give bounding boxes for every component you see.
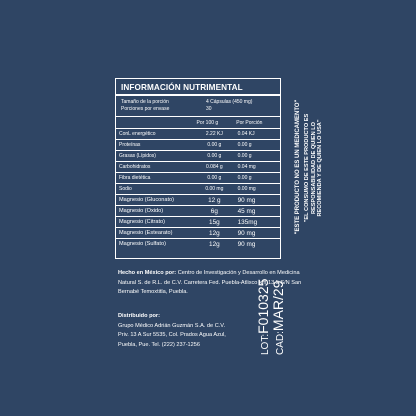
nutrition-row <box>116 173 280 184</box>
nutrient-name: Magnesio (Oxido) <box>119 208 164 214</box>
responsibility-line-1: "EL CONSUMO DE ESTE PRODUCTO ES <box>304 113 310 223</box>
servings-label: Porciones por envase <box>121 106 170 112</box>
value-per-portion: 0.04 mg <box>237 164 256 170</box>
value-per-100g: 12g <box>209 240 220 248</box>
nutrition-row <box>116 217 280 228</box>
column-headers <box>116 117 280 129</box>
value-per-portion: 0.00 g <box>237 153 252 159</box>
value-per-portion: 135mg <box>237 218 258 226</box>
value-per-100g: 12g <box>209 229 220 237</box>
nutrition-row <box>116 206 280 217</box>
nutrition-row <box>116 239 280 249</box>
lot-number <box>255 279 271 355</box>
made-in-label: Hecho en México por: <box>118 270 177 276</box>
nutrient-name: Proteínas <box>119 142 141 148</box>
responsibility-notice <box>304 68 324 268</box>
distributed-label: Distribuido por: <box>118 313 160 319</box>
made-in-text: Centro de Investigación y Desarrollo en Medicina Natural S. de R.L. de C.V. Carretera Fed. Puebla-Atlixco km 13.5 S/N San Bernabé Temoxtitla, Puebla. <box>118 270 302 295</box>
value-per-portion: 0.00 g <box>237 142 252 148</box>
value-per-portion: 90 mg <box>237 229 256 237</box>
nutrition-rows <box>116 129 280 249</box>
value-per-100g: 0.00 mg <box>205 186 224 192</box>
panel-title: INFORMACIÓN NUTRIMENTAL <box>116 79 280 96</box>
value-per-100g: 0.00 g <box>207 175 222 181</box>
lot-label: LOT: <box>260 333 271 355</box>
nutrient-name: Sodio <box>119 186 132 192</box>
not-medicine-warning: "ESTE PRODUCTO NO ES UN MEDICAMENTO" <box>295 99 301 235</box>
serving-info <box>116 96 280 117</box>
distributor-line-2: Priv. 13 A Sur 5535, Col. Prados Agua Azul, <box>118 332 226 338</box>
nutrition-row <box>116 228 280 239</box>
distributor-line-1: Grupo Médico Adrián Guzmán S.A. de C.V. <box>118 322 226 329</box>
col-per-portion: Por Porción <box>236 119 263 126</box>
value-per-portion: 0.00 mg <box>237 186 256 192</box>
value-per-100g: 2.22 KJ <box>205 131 223 137</box>
value-per-portion: 90 mg <box>237 240 256 248</box>
col-per-100g: Por 100 g <box>196 119 219 126</box>
nutrition-row <box>116 162 280 173</box>
nutrient-name: Magnesio (Estearato) <box>119 230 173 236</box>
value-per-100g: 6g <box>210 207 218 215</box>
expiry-date <box>270 281 286 355</box>
value-per-100g: 15g <box>209 218 220 226</box>
nutrition-row <box>116 151 280 162</box>
value-per-portion: 45 mg <box>237 207 256 215</box>
nutrient-name: Magnesio (Citrato) <box>119 219 166 225</box>
lot-value: F010325 <box>255 278 271 334</box>
expiry-label: CAD: <box>275 331 286 355</box>
nutrient-name: Magnesio (Sulfato) <box>119 241 166 247</box>
value-per-100g: 0.00 g <box>207 142 222 148</box>
nutrition-row <box>116 184 280 195</box>
nutrient-name: Fibra dietética <box>119 175 151 181</box>
nutrient-name: Carbohidratos <box>119 164 151 170</box>
value-per-100g: 0.00 g <box>207 153 222 159</box>
nutrition-row <box>116 129 280 140</box>
nutrient-name: Magnesio (Gluconato) <box>119 197 175 203</box>
value-per-portion: 0.04 KJ <box>237 131 255 137</box>
distributor-line-3: Puebla, Pue. Tel. (222) 237-1256 <box>118 341 200 348</box>
serving-size-value: 4 Cápsulas (450 mg) <box>206 99 253 105</box>
value-per-100g: 0.084 g <box>206 164 223 170</box>
responsibility-line-2: RESPONSABILIDAD DE QUIEN LO <box>310 122 317 214</box>
servings-value: 30 <box>206 106 212 112</box>
value-per-portion: 90 mg <box>237 196 256 204</box>
value-per-portion: 0.00 g <box>237 175 252 181</box>
nutrition-facts-panel <box>115 78 281 259</box>
responsibility-line-3: RECOMIENDA Y DE QUIEN LO USA" <box>317 119 324 217</box>
nutrition-row <box>116 195 280 206</box>
expiry-value: MAR/29 <box>270 280 286 332</box>
nutrient-name: Grasas (Lípidos) <box>119 153 156 159</box>
serving-size-label: Tamaño de la porción <box>121 99 169 105</box>
nutrition-row <box>116 140 280 151</box>
value-per-100g: 12 g <box>208 196 221 204</box>
nutrient-name: ConL energético <box>119 131 156 137</box>
